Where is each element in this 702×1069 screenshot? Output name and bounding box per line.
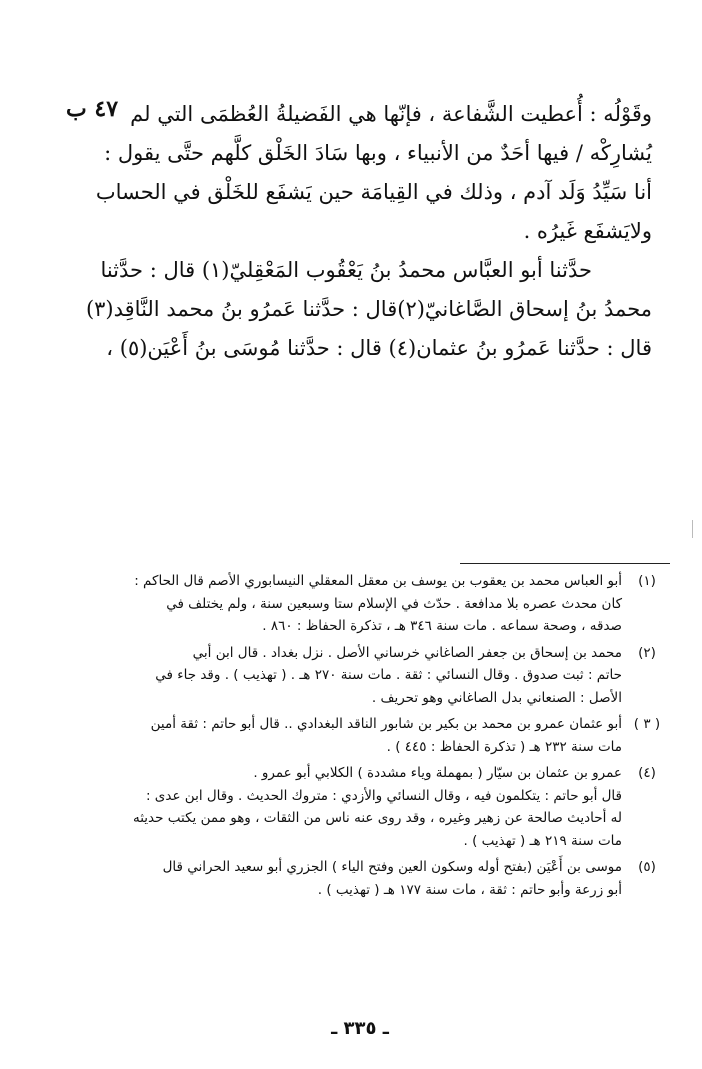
margin-mark [692, 520, 693, 538]
footnote-text [30, 642, 622, 710]
footnote [30, 762, 672, 852]
footnote-number: (٢) [638, 644, 656, 661]
main-text-body [52, 95, 652, 368]
manuscript-folio-marker: ٤٧ ب [66, 96, 119, 122]
footnote-number: (٥) [638, 859, 656, 875]
footnote [30, 570, 672, 638]
footnote-separator [460, 563, 670, 564]
footnote-line: أبو العباس محمد بن يعقوب بن يوسف بن معقل المعقلي النيسابوري الأصم قال الحاكم : [134, 573, 622, 589]
footnotes-section [30, 570, 672, 905]
main-line: وقَوْلُه : أُعطيت الشَّفاعة ، فإنّها هي الفَضيلةُ العُظمَى التي لم [130, 102, 652, 126]
footnote-line: له أحاديث صالحة عن زهير وغيره ، وقد روى عنه ناس من الثقات ، وهو ممن يكتب حديثه [132, 810, 622, 826]
footnote [30, 713, 672, 758]
main-line: ولايَشفَع غَيرُه . [523, 219, 652, 243]
footnote-number: (٤) [638, 765, 656, 781]
footnote-line: مات سنة ٢٣٢ هـ ( تذكرة الحفاظ : ٤٤٥ ) . [386, 738, 622, 755]
isnad-line: قال : حدَّثنا عَمرُو بنُ عثمان(٤) قال : حدَّثنا مُوسَى بنُ أَعْيَن(٥) ، [106, 336, 652, 360]
footnote-line: عمرو بن عثمان بن سيّار ( بمهملة وياء مشددة ) الكلابي أبو عمرو . [253, 765, 622, 781]
main-line: أنا سَيِّدُ وَلَد آدم ، وذلك في القِيامَة حين يَشفَع للخَلْق في الحساب [95, 180, 652, 204]
footnote [30, 856, 672, 901]
footnote-line: الأصل : الصنعاني بدل الصاغاني وهو تحريف . [371, 689, 622, 706]
footnote-text [30, 713, 622, 758]
footnote-number: ( ٣ ) [633, 716, 661, 732]
footnote-line: أبو زرعة وأبو حاتم : ثقة ، مات سنة ١٧٧ هـ ( تهذيب ) . [317, 881, 622, 898]
footnote [30, 642, 672, 710]
footnote-text [30, 570, 622, 638]
footnote-line: قال أبو حاتم : يتكلمون فيه ، وقال النسائي والأزدي : متروك الحديث . وقال ابن عدى : [145, 787, 622, 804]
footnote-line: صدقه ، وصحة سماعه . مات سنة ٣٤٦ هـ ، تذكرة الحفاظ : ٨٦٠ . [262, 618, 622, 634]
footnote-line: كان محدث عصره بلا مدافعة . حدّث في الإسلام ستا وسبعين سنة ، ولم يختلف في [166, 595, 622, 612]
footnote-line: حاتم : ثبت صدوق . وقال النسائي : ثقة . مات سنة ٢٧٠ هـ . ( تهذيب ) . وقد جاء في [155, 667, 622, 683]
isnad-line: محمدُ بنُ إسحاق الصَّاغانيّ(٢)قال : حدَّثنا عَمرُو بنُ محمد النَّاقِد(٣) [85, 297, 652, 321]
footnote-text [30, 856, 622, 901]
page-number: ـ ٣٣٥ ـ [331, 1018, 389, 1039]
main-line: يُشارِكْه / فيها أحَدٌ من الأنبياء ، وبها سَادَ الخَلْق كلَّهم حتَّى يقول : [104, 141, 652, 165]
footnote-line: محمد بن إسحاق بن جعفر الصاغاني خرساني الأصل . نزل بغداد . قال ابن أبي [192, 644, 622, 661]
footnote-number: (١) [638, 573, 656, 589]
footnote-text [30, 762, 622, 852]
footnote-line: موسى بن أَعْيَن (بفتح أوله وسكون العين وفتح الياء ) الجزري أبو سعيد الحراني قال [162, 859, 622, 875]
footnote-line: أبو عثمان عمرو بن محمد بن بكير بن شابور الناقد البغدادي .. قال أبو حاتم : ثقة أمين [150, 716, 622, 732]
footnote-line: مات سنة ٢١٩ هـ ( تهذيب ) . [463, 832, 622, 849]
isnad-line: حدَّثنا أبو العبَّاس محمدُ بنُ يَعْقُوب المَعْقِليّ(١) قال : حدَّثنا [100, 258, 592, 282]
